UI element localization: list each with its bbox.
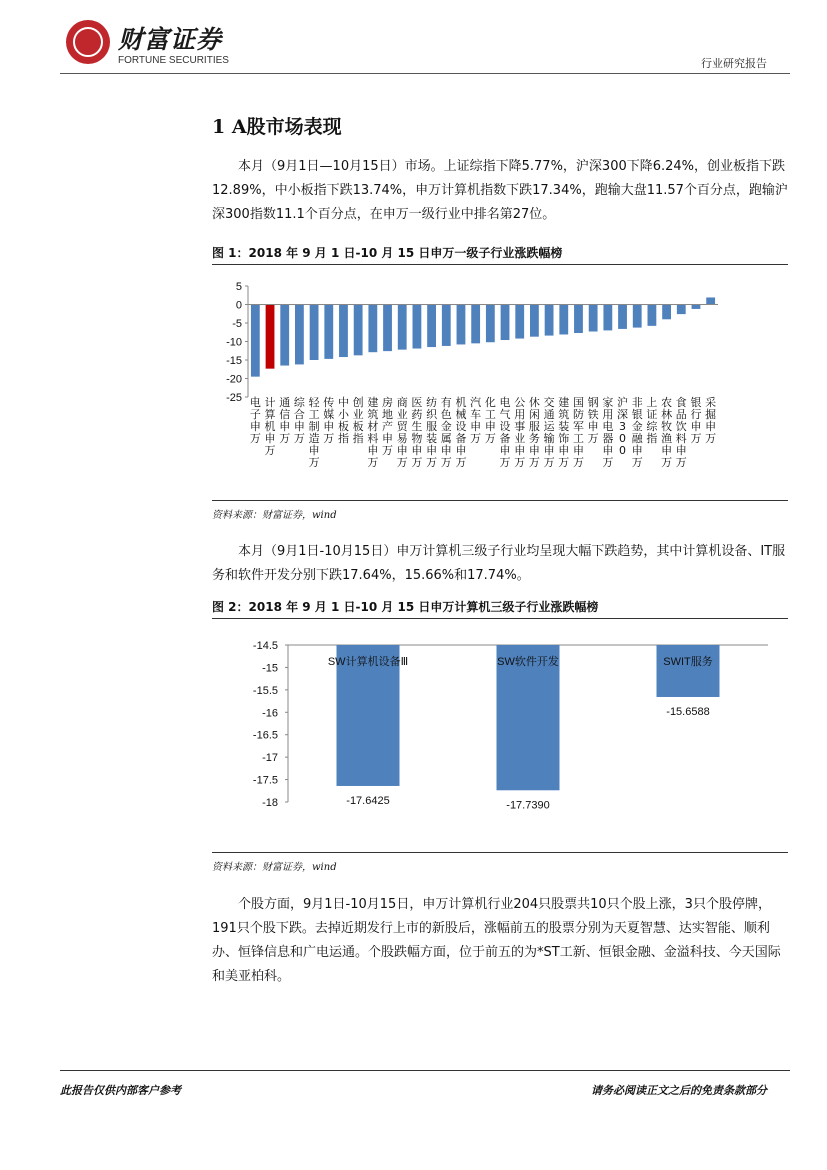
y-tick-label: -17.5: [252, 774, 278, 787]
x-category-label: 电气设备申万: [499, 396, 511, 469]
bar: [692, 305, 701, 309]
paragraph-subindustry: 本月（9月1日-10月15日）申万计算机三级子行业均呈现大幅下跌趋势，其中计算机设备、IT服务和软件开发分别下跌17.64%，15.66%和17.74%。: [212, 544, 786, 583]
bar: [383, 305, 392, 352]
paragraph-stocks: 个股方面，9月1日-10月15日，申万计算机行业204只股票共10只个股上涨，3只个股停牌，191只个股下跌。去掉近期发行上市的新股后，涨幅前五的股票分别为天夏智慧、达实智能、顺利办、恒锋信息和广电运通。个股跌幅方面，位于前五的为*ST工新、恒银金融、金溢科技、今天国际和美亚柏科。: [212, 897, 781, 984]
figure2-chart: [212, 625, 788, 850]
x-category-label: 化工申万: [484, 396, 496, 445]
bar: [339, 305, 348, 358]
y-tick-label: -14.5: [252, 640, 278, 652]
section-title: 1 A股市场表现: [212, 116, 342, 138]
bar: [648, 305, 657, 326]
x-category-label: 中小板指: [337, 396, 349, 445]
x-category-label: 商业贸易申万: [396, 396, 408, 469]
figure1-source: 资料来源：财富证券，wind: [212, 500, 788, 521]
y-tick-label: 5: [235, 281, 242, 293]
y-tick-label: -15: [262, 662, 278, 675]
x-category-label: 计算机申万: [264, 396, 276, 457]
bar: [310, 305, 319, 361]
y-tick-label: -16.5: [252, 729, 278, 742]
y-tick-label: -10: [226, 336, 242, 349]
bar: [368, 305, 377, 353]
y-tick-label: -17: [262, 752, 278, 765]
y-tick-label: -15.5: [252, 684, 278, 697]
x-category-label: 有色金属申万: [440, 396, 452, 469]
figure2-source: 资料来源：财富证券，wind: [212, 852, 788, 873]
bar: [295, 305, 304, 365]
x-category-label: 纺织服装申万: [426, 396, 438, 469]
bar: [398, 305, 407, 350]
bar: [266, 305, 275, 369]
x-category-label: 汽车申万: [470, 396, 482, 445]
x-category-label: 家用电器申万: [602, 396, 614, 469]
report-type: 行业研究报告: [701, 57, 767, 70]
x-category-label: 创业板指: [352, 396, 364, 445]
x-category-label: 轻工制造申万: [308, 396, 320, 469]
x-category-label: 医药生物申万: [411, 396, 423, 469]
x-category-label: SWIT服务: [663, 656, 713, 668]
x-category-label: 机械设备申万: [455, 396, 467, 469]
x-category-label: 交通运输申万: [543, 396, 555, 469]
y-tick-label: -5: [232, 318, 242, 330]
paragraph-market: 本月（9月1日—10月15日）市场。上证综指下降5.77%，沪深300下降6.24%，创业板指下跌12.89%，中小板指下跌13.74%，申万计算机指数下跌17.34%，跑输大盘11.57个百分点，跑输沪深300指数11.1个百分点，在申万一级行业中排名第27位。: [212, 159, 788, 222]
y-tick-label: 0: [235, 299, 242, 312]
header-divider: [60, 73, 790, 74]
x-category-label: 农林牧渔申万: [661, 396, 673, 469]
y-tick-label: -25: [226, 392, 242, 404]
x-category-label: 非银金融申万: [631, 396, 643, 469]
x-category-label: 沪深 3 0 0: [617, 396, 629, 457]
bar: [657, 645, 720, 697]
x-category-label: 休闲服务申万: [528, 396, 540, 469]
bar: [559, 305, 568, 335]
x-category-label: 国防军工申万: [572, 396, 584, 469]
data-label: -15.6588: [666, 705, 710, 718]
figure1-title: 图 1：2018 年 9 月 1 日-10 月 15 日申万一级子行业涨跌幅榜: [212, 244, 788, 265]
x-category-label: 房地产申万: [382, 396, 394, 457]
x-category-label: 公用事业申万: [514, 396, 526, 469]
y-tick-label: -20: [226, 373, 242, 386]
bar: [457, 305, 466, 345]
footer-disclaimer-left: 此报告仅供内部客户参考: [60, 1084, 181, 1097]
bar: [427, 305, 436, 348]
logo-english: FORTUNE SECURITIES: [118, 55, 229, 66]
x-category-label: SW软件开发: [497, 656, 559, 668]
bar: [471, 305, 480, 344]
bar: [486, 305, 495, 343]
bar: [574, 305, 583, 333]
bar: [442, 305, 451, 346]
bar: [324, 305, 333, 359]
bar: [354, 305, 363, 356]
y-tick-label: -18: [262, 797, 278, 809]
data-label: -17.6425: [346, 794, 390, 807]
data-label: -17.7390: [506, 799, 550, 812]
x-category-label: 钢铁申万: [587, 396, 599, 445]
bar: [280, 305, 289, 366]
x-category-label: 食品饮料申万: [675, 396, 687, 469]
bar: [545, 305, 554, 336]
bar: [677, 305, 686, 315]
bar: [530, 305, 539, 337]
x-category-label: 电子申万: [249, 396, 261, 445]
x-category-label: 建筑装饰申万: [558, 396, 570, 469]
bar: [501, 305, 510, 341]
page-header: [0, 0, 827, 80]
bar: [515, 305, 524, 339]
bar: [603, 305, 612, 331]
bar: [251, 305, 260, 377]
x-category-label: 上证综指: [646, 396, 658, 445]
y-tick-label: -15: [226, 355, 242, 367]
bar: [618, 305, 627, 329]
bar: [706, 297, 715, 304]
footer-disclaimer-right: 请务必阅读正文之后的免责条款部分: [591, 1084, 767, 1097]
bar: [662, 305, 671, 320]
x-category-label: 传媒申万: [323, 396, 335, 445]
bar: [413, 305, 422, 349]
x-category-label: SW计算机设备Ⅲ: [327, 656, 409, 668]
x-category-label: 综合申万: [293, 396, 305, 445]
x-category-label: 银行申万: [690, 396, 702, 445]
bar: [589, 305, 598, 332]
fortune-logo-icon: [66, 20, 110, 64]
figure1-chart: [212, 268, 788, 498]
x-category-label: 建筑材料申万: [367, 396, 379, 469]
x-category-label: 通信申万: [279, 396, 291, 445]
figure2-title: 图 2：2018 年 9 月 1 日-10 月 15 日申万计算机三级子行业涨跌幅榜: [212, 598, 788, 619]
footer-divider: [60, 1070, 790, 1071]
logo-chinese: 财富证券: [118, 25, 223, 54]
bar: [633, 305, 642, 328]
y-tick-label: -16: [262, 707, 278, 720]
x-category-label: 采掘申万: [705, 396, 717, 445]
